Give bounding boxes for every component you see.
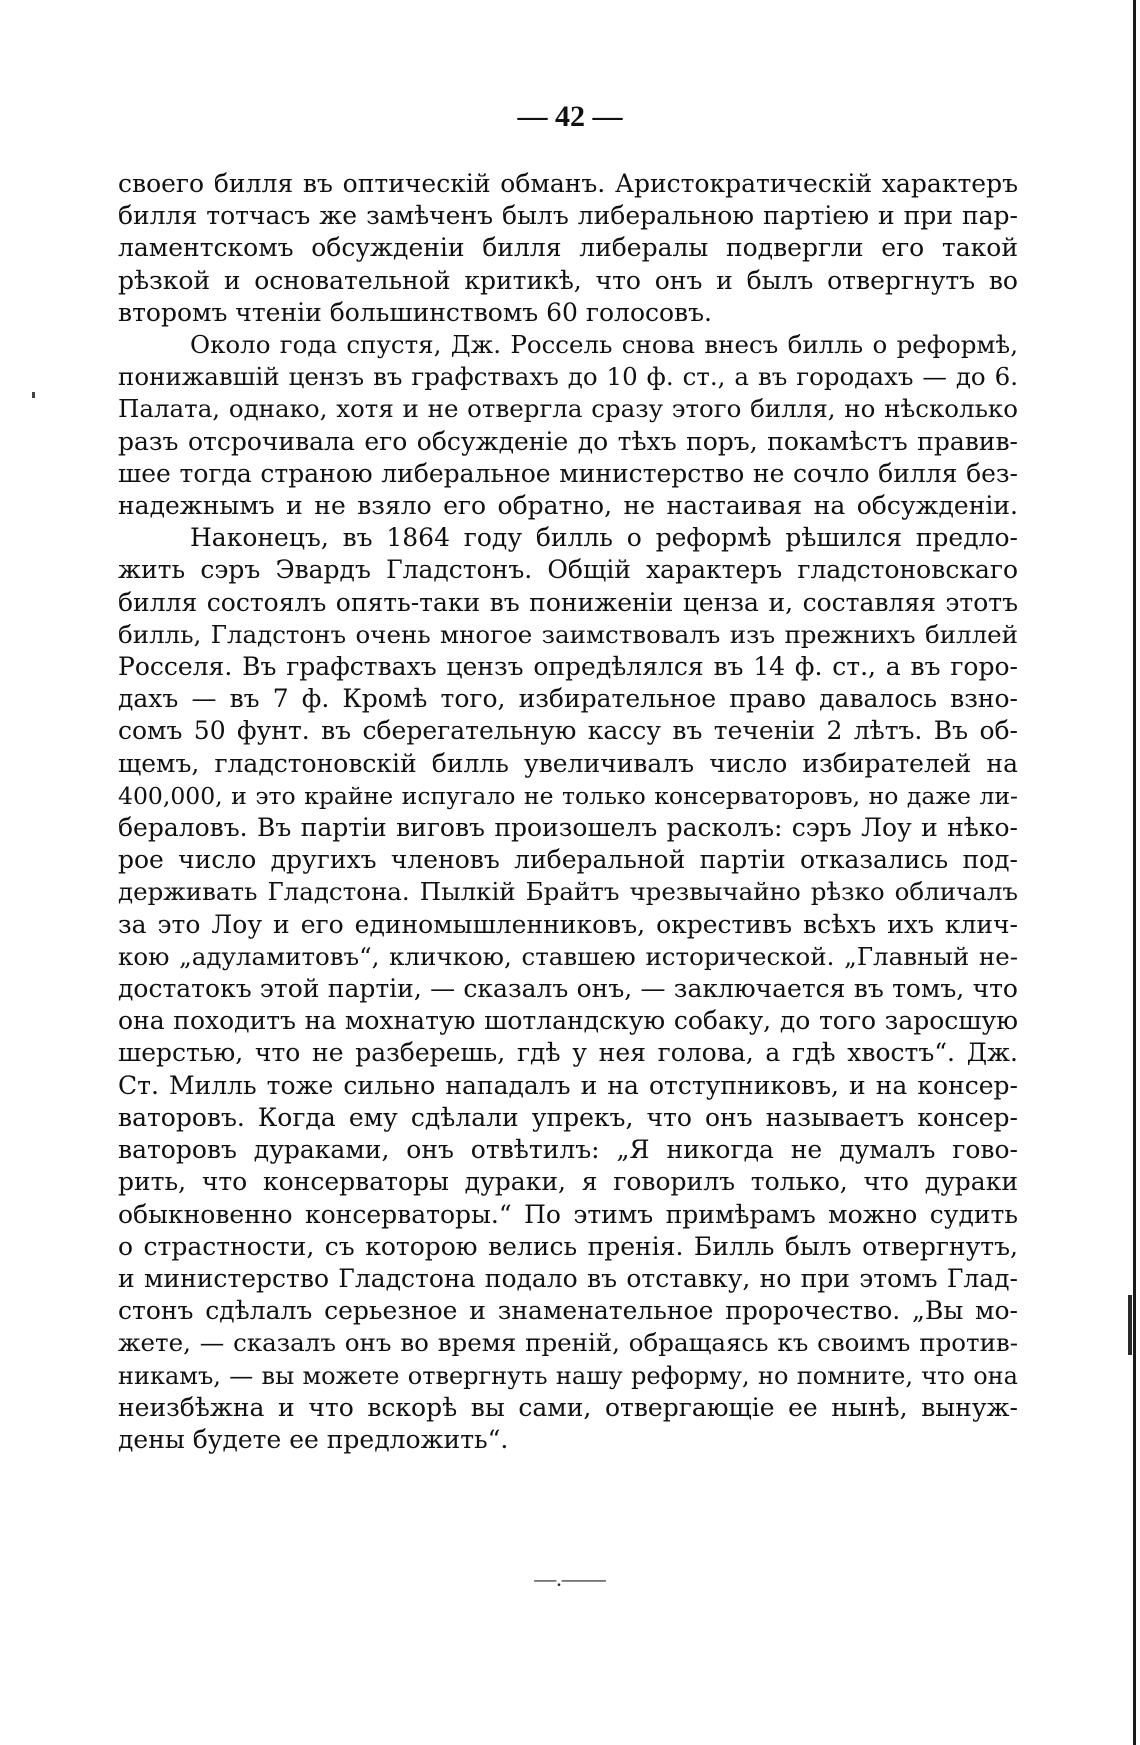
text-line: билля состоялъ опять-таки въ пониженіи ценза и, составляя этотъ: [118, 587, 1018, 617]
text-line: шее тогда страною либеральное министерство не сочло билля без-: [118, 458, 1018, 488]
text-line: Палата, однако, хотя и не отвергла сразу этого билля, но нѣсколько: [118, 394, 1018, 424]
text-line: Ст. Милль тоже сильно нападалъ и на отступниковъ, и на консер-: [118, 1070, 1018, 1100]
text-line: бераловъ. Въ партіи виговъ произошелъ расколъ: сэръ Лоу и нѣко-: [118, 813, 1018, 843]
text-line: разъ отсрочивала его обсужденіе до тѣхъ поръ, покамѣстъ правив-: [118, 426, 1018, 456]
section-end-mark: —.——: [534, 1566, 606, 1591]
text-line: неизбѣжна и что вскорѣ вы сами, отвергающіе ее нынѣ, вынуж-: [118, 1392, 1018, 1422]
page-number: — 42 —: [517, 100, 623, 133]
text-line: стонъ сдѣлалъ серьезное и знаменательное пророчество. „Вы мо-: [118, 1296, 1018, 1326]
text-line: второмъ чтеніи большинствомъ 60 голосовъ.: [118, 297, 712, 327]
text-line: 400,000, и это крайне испугало не только консерваторовъ, но даже ли-: [118, 781, 1018, 810]
text-line: билль, Гладстонъ очень многое заимствовалъ изъ прежнихъ биллей: [118, 619, 1018, 649]
text-line: ваторовъ. Когда ему сдѣлали упрекъ, что онъ называетъ консер-: [118, 1102, 1018, 1132]
stray-mark: [32, 392, 35, 398]
body-text: [118, 168, 1018, 1456]
text-line: своего билля въ оптическій обманъ. Аристократическій характеръ: [118, 169, 1018, 198]
text-line: за это Лоу и его единомышленниковъ, окрестивъ всѣхъ ихъ клич-: [118, 909, 1018, 939]
text-line: понижавшій цензъ въ графствахъ до 10 ф. ст., а въ городахъ — до 6.: [118, 362, 1018, 392]
text-line: никамъ, — вы можете отвергнуть нашу реформу, но помните, что она: [118, 1361, 1018, 1390]
text-line: ламентскомъ обсужденіи билля либералы подвергли его такой: [118, 233, 1018, 263]
text-line: дахъ — въ 7 ф. Кромѣ того, избирательное право давалось взно-: [118, 684, 1018, 714]
text-line: Наконецъ, въ 1864 году билль о реформѣ рѣшился предло-: [190, 523, 1018, 553]
text-line: надежнымъ и не взяло его обратно, не настаивая на обсужденіи.: [118, 491, 1018, 521]
text-line: ваторовъ дураками, онъ отвѣтилъ: „Я никогда не думалъ гово-: [118, 1135, 1018, 1165]
text-line: жить сэръ Эвардъ Гладстонъ. Общій характеръ гладстоновскаго: [118, 555, 1018, 585]
text-line: о страстности, съ которою велись пренія. Билль былъ отвергнутъ,: [118, 1231, 1018, 1261]
text-line: обыкновенно консерваторы.“ По этимъ примѣрамъ можно судить: [118, 1199, 1018, 1229]
text-line: она походитъ на мохнатую шотландскую собаку, до того заросшую: [118, 1006, 1018, 1036]
text-line: шерстью, что не разберешь, гдѣ у нея голова, а гдѣ хвостъ“. Дж.: [118, 1038, 1018, 1068]
text-line: рить, что консерваторы дураки, я говорилъ только, что дураки: [118, 1167, 1018, 1197]
text-line: Росселя. Въ графствахъ цензъ опредѣлялся въ 14 ф. ст., а въ горо-: [118, 652, 1018, 682]
text-line: билля тотчасъ же замѣченъ былъ либеральною партіею и при пар-: [118, 201, 1018, 231]
page-edge-shadow: [1133, 0, 1136, 1745]
text-line: дены будете ее предложить“.: [118, 1424, 509, 1454]
text-line: и министерство Гладстона подало въ отставку, но при этомъ Глад-: [118, 1263, 1018, 1293]
text-line: держивать Гладстона. Пылкій Брайтъ чрезвычайно рѣзко обличалъ: [118, 877, 1018, 907]
text-line: достатокъ этой партіи, — сказалъ онъ, — заключается въ томъ, что: [118, 974, 1018, 1004]
text-line: кою „адуламитовъ“, кличкою, ставшею исторической. „Главный не-: [118, 941, 1018, 971]
page-edge-mark: [1128, 1295, 1132, 1355]
text-line: щемъ, гладстоновскій билль увеличивалъ число избирателей на: [118, 748, 1018, 778]
text-line: Около года спустя, Дж. Россель снова внесъ билль о реформѣ,: [190, 330, 1018, 360]
text-line: рѣзкой и основательной критикѣ, что онъ и былъ отвергнутъ во: [118, 265, 1018, 295]
text-line: жете, — сказалъ онъ во время преній, обращаясь къ своимъ против-: [118, 1328, 1018, 1358]
text-line: сомъ 50 фунт. въ сберегательную кассу въ теченіи 2 лѣтъ. Въ об-: [118, 716, 1018, 746]
text-line: рое число другихъ членовъ либеральной партіи отказались под-: [118, 845, 1018, 875]
